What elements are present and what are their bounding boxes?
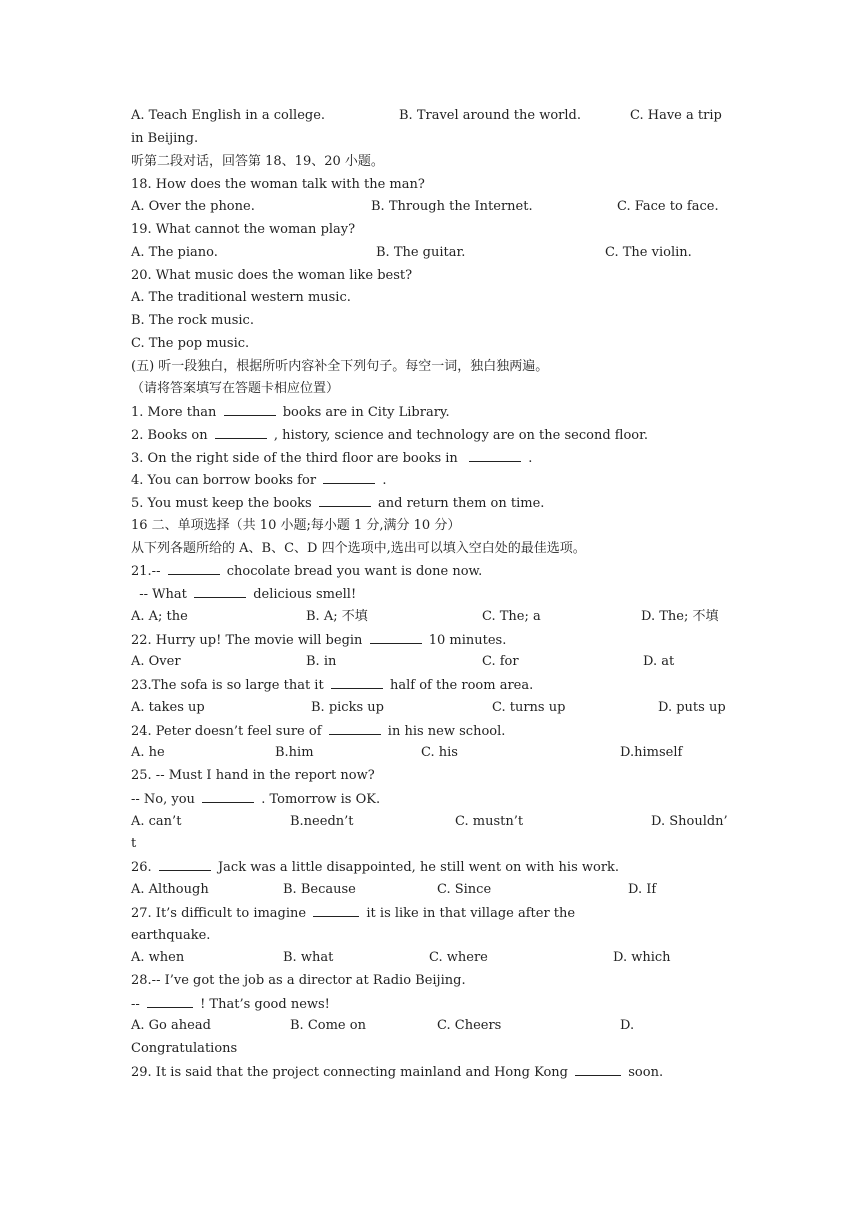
s4-post: .: [382, 473, 387, 488]
q21-l2-post: delicious smell!: [253, 587, 357, 602]
q27-pre: 27. It’s difficult to imagine: [131, 906, 307, 921]
q23-option-d: D. puts up: [658, 700, 726, 715]
q27-option-a: A. when: [131, 950, 185, 965]
q24-option-c: C. his: [421, 745, 458, 760]
q24-post: in his new school.: [387, 724, 506, 739]
q17-option-b: B. Travel around the world.: [399, 108, 581, 123]
q25-option-d-continued: t: [131, 836, 137, 851]
q28-option-d: D.: [620, 1018, 635, 1033]
s3-post: .: [528, 451, 533, 466]
q27-option-b: B. what: [283, 950, 334, 965]
q28-option-d-continued: Congratulations: [131, 1041, 238, 1056]
q21-option-a: A. A; the: [131, 609, 188, 624]
q28-line2: [131, 994, 330, 1014]
answer-blank: [323, 470, 375, 484]
q22-option-a: A. Over: [131, 654, 181, 669]
answer-blank: [159, 857, 211, 871]
q20-option-a: A. The traditional western music.: [131, 290, 351, 305]
q24-option-b: B.him: [275, 745, 314, 760]
q24-pre: 24. Peter doesn’t feel sure of: [131, 724, 322, 739]
answer-blank: [313, 903, 359, 917]
q25-option-b: B.needn’t: [290, 814, 354, 829]
fill-sentence-2: [131, 425, 648, 445]
q26-option-a: A. Although: [131, 882, 209, 897]
q24-option-d: D.himself: [620, 745, 683, 760]
q22-option-b: B. in: [306, 654, 337, 669]
q28-line1: 28.-- I’ve got the job as a director at Radio Beijing.: [131, 973, 466, 988]
q21-l1-pre: 21.--: [131, 564, 161, 579]
q17-option-c-continued: in Beijing.: [131, 131, 199, 146]
q26-post: Jack was a little disappointed, he still went on with his work.: [217, 860, 620, 875]
q19-option-c: C. The violin.: [605, 245, 692, 260]
q22-stem: [131, 630, 506, 650]
q23-option-a: A. takes up: [131, 700, 205, 715]
mc-section-instruction: 从下列各题所给的 A、B、C、D 四个选项中,选出可以填入空白处的最佳选项。: [131, 541, 586, 556]
part5-heading: (五) 听一段独白，根据所听内容补全下列句子。每空一词，独白独两遍。: [131, 359, 549, 374]
answer-blank: [202, 789, 254, 803]
q21-l2-pre: -- What: [131, 587, 187, 602]
q26-option-b: B. Because: [283, 882, 356, 897]
q28-option-a: A. Go ahead: [131, 1018, 211, 1033]
q26-stem: [131, 857, 619, 877]
q29-post: soon.: [628, 1065, 664, 1080]
q29-stem: [131, 1062, 663, 1082]
q21-line2: [131, 584, 356, 604]
q20-option-c: C. The pop music.: [131, 336, 250, 351]
q29-pre: 29. It is said that the project connecting mainland and Hong Kong: [131, 1065, 568, 1080]
q26-option-d: D. If: [628, 882, 657, 897]
s5-pre: 5. You must keep the books: [131, 496, 312, 511]
q20-stem: 20. What music does the woman like best?: [131, 268, 413, 283]
q27-stem-continued: earthquake.: [131, 928, 211, 943]
answer-blank: [575, 1062, 621, 1076]
answer-blank: [319, 493, 371, 507]
q21-l1-post: chocolate bread you want is done now.: [226, 564, 483, 579]
part5-note: （请将答案填写在答题卡相应位置）: [131, 381, 340, 396]
q24-stem: [131, 721, 505, 741]
q19-option-b: B. The guitar.: [376, 245, 466, 260]
q28-l2-post: ! That’s good news!: [200, 997, 330, 1012]
answer-blank: [331, 675, 383, 689]
q25-line1: 25. -- Must I hand in the report now?: [131, 768, 375, 783]
answer-blank: [224, 402, 276, 416]
q26-pre: 26.: [131, 860, 152, 875]
answer-blank: [370, 630, 422, 644]
fill-sentence-4: [131, 470, 386, 490]
q22-post: 10 minutes.: [428, 633, 507, 648]
q21-option-d: D. The; 不填: [641, 609, 719, 624]
q21-option-b: B. A; 不填: [306, 609, 368, 624]
s4-pre: 4. You can borrow books for: [131, 473, 317, 488]
answer-blank: [147, 994, 193, 1008]
q18-option-c: C. Face to face.: [617, 199, 719, 214]
q25-line2: [131, 789, 380, 809]
answer-blank: [194, 584, 246, 598]
q18-option-b: B. Through the Internet.: [371, 199, 533, 214]
q19-option-a: A. The piano.: [131, 245, 218, 260]
q19-stem: 19. What cannot the woman play?: [131, 222, 356, 237]
q18-option-a: A. Over the phone.: [131, 199, 255, 214]
q23-option-b: B. picks up: [311, 700, 384, 715]
fill-sentence-3: [131, 448, 532, 468]
s5-post: and return them on time.: [378, 496, 545, 511]
q22-option-c: C. for: [482, 654, 519, 669]
answer-blank: [329, 721, 381, 735]
fill-sentence-1: [131, 402, 450, 422]
fill-sentence-5: [131, 493, 544, 513]
answer-blank: [215, 425, 267, 439]
q28-option-c: C. Cheers: [437, 1018, 502, 1033]
q24-option-a: A. he: [131, 745, 165, 760]
s2-post: , history, science and technology are on the second floor.: [273, 428, 649, 443]
q25-option-a: A. can’t: [131, 814, 182, 829]
s1-post: books are in City Library.: [282, 405, 450, 420]
q28-l2-pre: --: [131, 997, 140, 1012]
q17-option-c: C. Have a trip: [630, 108, 722, 123]
q27-stem: [131, 903, 575, 923]
q23-pre: 23.The sofa is so large that it: [131, 678, 324, 693]
q27-option-c: C. where: [429, 950, 488, 965]
q23-post: half of the room area.: [389, 678, 534, 693]
q26-option-c: C. Since: [437, 882, 492, 897]
mc-section-heading: 16 二、单项选择（共 10 小题;每小题 1 分,满分 10 分）: [131, 518, 461, 533]
q18-stem: 18. How does the woman talk with the man?: [131, 177, 425, 192]
q25-l2-pre: -- No, you: [131, 792, 195, 807]
q21-option-c: C. The; a: [482, 609, 541, 624]
q25-l2-post: . Tomorrow is OK.: [261, 792, 381, 807]
q25-option-c: C. mustn’t: [455, 814, 524, 829]
q22-pre: 22. Hurry up! The movie will begin: [131, 633, 363, 648]
s2-pre: 2. Books on: [131, 428, 208, 443]
answer-blank: [469, 448, 521, 462]
q23-stem: [131, 675, 533, 695]
q25-option-d: D. Shouldn’: [651, 814, 728, 829]
section2-intro: 听第二段对话，回答第 18、19、20 小题。: [131, 154, 384, 169]
q20-option-b: B. The rock music.: [131, 313, 254, 328]
q22-option-d: D. at: [643, 654, 675, 669]
s1-pre: 1. More than: [131, 405, 217, 420]
answer-blank: [168, 561, 220, 575]
q27-option-d: D. which: [613, 950, 671, 965]
q23-option-c: C. turns up: [492, 700, 566, 715]
s3-pre: 3. On the right side of the third floor are books in: [131, 451, 458, 466]
q28-option-b: B. Come on: [290, 1018, 366, 1033]
q21-line1: [131, 561, 482, 581]
q27-post: it is like in that village after the: [366, 906, 576, 921]
q17-option-a: A. Teach English in a college.: [131, 108, 326, 123]
